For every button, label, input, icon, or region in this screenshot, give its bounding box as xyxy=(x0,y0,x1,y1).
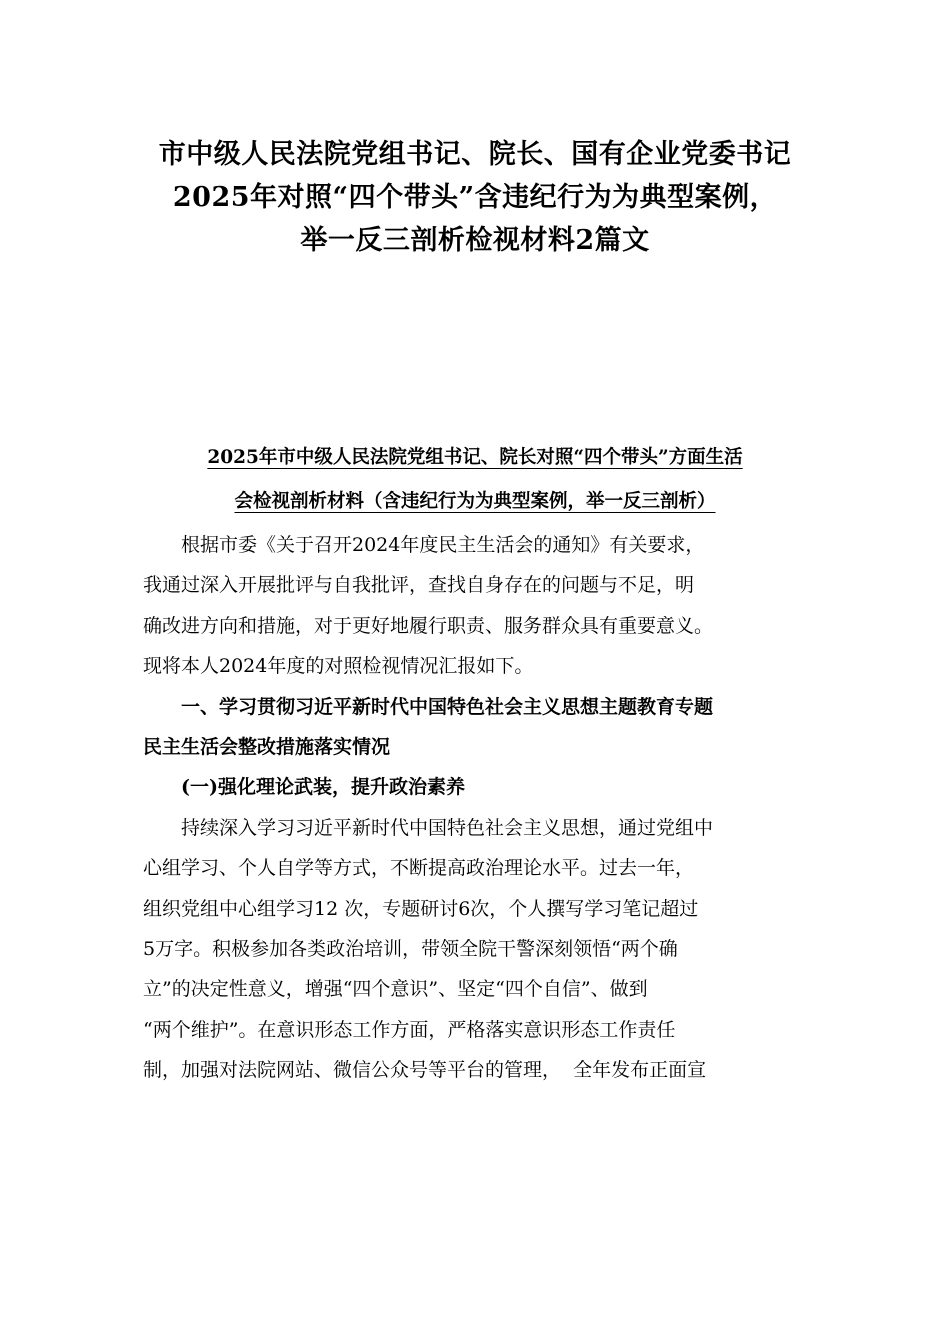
document-title-line: 举一反三剖析检视材料2篇文 xyxy=(300,225,650,256)
article-title-line: 2025年市中级人民法院党组书记、院长对照“四个带头”方面生活 xyxy=(207,447,743,468)
document-title xyxy=(120,133,830,262)
paragraph-line: 组织党组中心组学习12 次，专题研讨6次，个人撰写学习笔记超过 xyxy=(143,897,699,920)
subsection-heading: (一)强化理论武装，提升政治素养 xyxy=(181,776,465,799)
intro-paragraph xyxy=(143,525,807,687)
article-title xyxy=(130,436,820,524)
paragraph-line: 立”的决定性意义，增强“四个意识”、坚定“四个自信”、做到 xyxy=(143,978,648,1001)
paragraph-line: 制，加强对法院网站、微信公众号等平台的管理， 全年发布正面宣 xyxy=(143,1059,707,1082)
section-heading-line: 一、学习贯彻习近平新时代中国特色社会主义思想主题教育专题 xyxy=(181,695,714,718)
paragraph-line: 现将本人2024年度的对照检视情况汇报如下。 xyxy=(143,655,534,678)
article-body xyxy=(143,525,807,1090)
paragraph-line: 持续深入学习习近平新时代中国特色社会主义思想，通过党组中 xyxy=(181,816,714,839)
section-heading xyxy=(143,687,807,768)
paragraph-line: 心组学习、个人自学等方式，不断提高政治理论水平。过去一年， xyxy=(143,857,695,880)
document-title-line: 2025年对照“四个带头”含违纪行为为典型案例， xyxy=(172,182,778,213)
paragraph-line: 我通过深入开展批评与自我批评，查找自身存在的问题与不足，明 xyxy=(143,574,695,597)
paragraph-line: 确改进方向和措施，对于更好地履行职责、服务群众具有重要意义。 xyxy=(143,614,714,637)
paragraph-line: 根据市委《关于召开2024年度民主生活会的通知》有关要求， xyxy=(181,534,705,556)
subsection-paragraph xyxy=(143,808,807,1091)
paragraph-line: 5万字。积极参加各类政治培训，带领全院干警深刻领悟“两个确 xyxy=(143,937,678,960)
paragraph-line: “两个维护”。在意识形态工作方面，严格落实意识形态工作责任 xyxy=(143,1018,676,1041)
document-title-line: 市中级人民法院党组书记、院长、国有企业党委书记 xyxy=(158,139,792,170)
article-title-line: 会检视剖析材料（含违纪行为为典型案例，举一反三剖析） xyxy=(234,491,716,512)
section-heading-line: 民主生活会整改措施落实情况 xyxy=(143,735,391,758)
